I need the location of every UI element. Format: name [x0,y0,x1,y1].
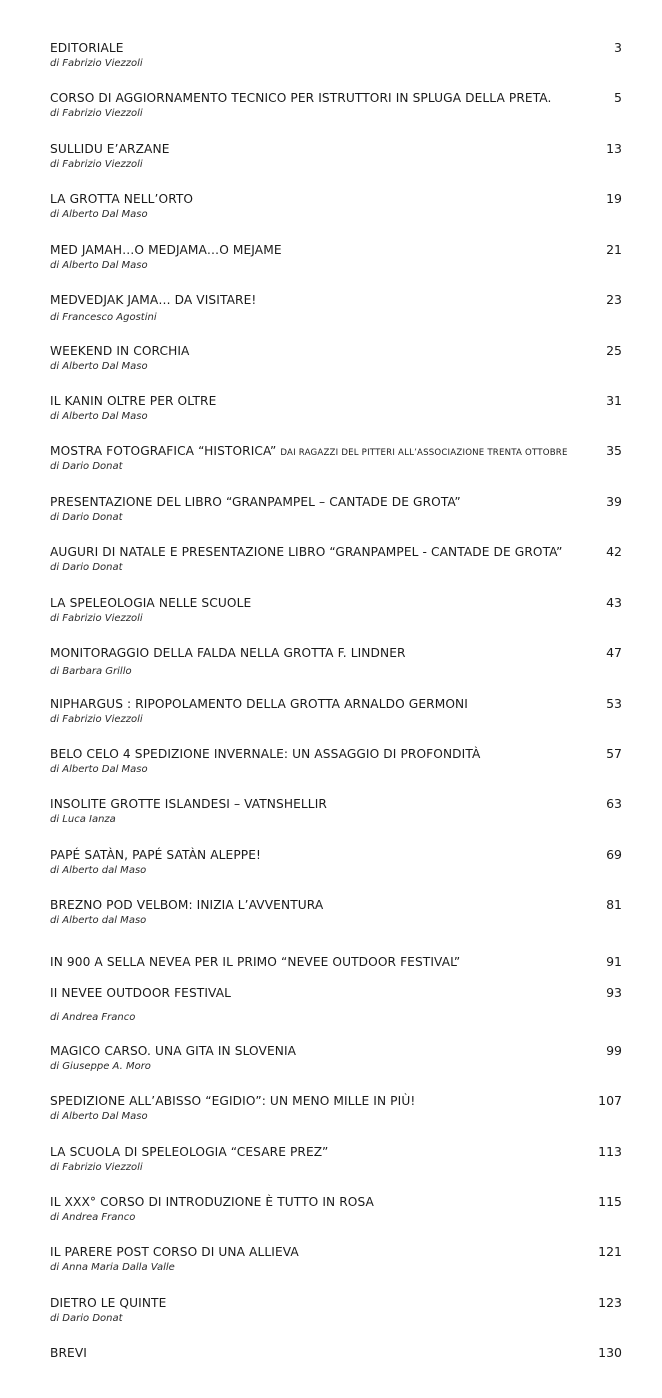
toc-entry [50,493,622,523]
entry-page-number: 99 [606,1043,622,1058]
entry-page-number: 57 [606,746,622,761]
entry-page-number: 130 [598,1345,622,1360]
entry-page-number: 43 [606,595,622,610]
entry-author: di Alberto dal Maso [50,865,147,876]
entry-title: DIETRO LE QUINTE [50,1296,167,1310]
entry-title: IL PARERE POST CORSO DI UNA ALLIEVA [50,1245,299,1259]
entry-title: LA SCUOLA DI SPELEOLOGIA “CESARE PREZ” [50,1145,329,1159]
entry-page-number: 63 [606,796,622,811]
toc-entry [50,1042,622,1072]
entry-title: PAPÉ SATÀN, PAPÉ SATÀN ALEPPE! [50,848,262,862]
entry-page-number: 115 [598,1194,622,1209]
entry-author: di Luca Ianza [50,814,116,825]
entry-title: CORSO DI AGGIORNAMENTO TECNICO PER ISTRUTTORI IN SPLUGA DELLA PRETA. [50,91,552,105]
toc-entry [50,594,622,624]
entry-page-number: 53 [606,696,622,711]
entry-title-main: MOSTRA FOTOGRAFICA “HISTORICA” [50,444,277,458]
toc-entry [50,984,622,1023]
entry-author: di Alberto dal Maso [50,915,147,926]
entry-title: BREVI [50,1346,87,1360]
toc-entry [50,1243,622,1273]
entry-page-number: 47 [606,645,622,660]
toc-entry [50,190,622,220]
entry-author: di Fabrizio Viezzoli [50,108,143,119]
entry-title: MAGICO CARSO. UNA GITA IN SLOVENIA [50,1044,297,1058]
toc-entry [50,241,622,271]
entry-page-number: 93 [606,985,622,1000]
entry-title: INSOLITE GROTTE ISLANDESI – VATNSHELLIR [50,797,327,811]
entry-page-number: 42 [606,544,622,559]
entry-author: di Dario Donat [50,461,123,472]
entry-author: di Giuseppe A. Moro [50,1061,151,1072]
entry-author: di Fabrizio Viezzoli [50,58,143,69]
toc-entry [50,695,622,725]
entry-title: MONITORAGGIO DELLA FALDA NELLA GROTTA F. LINDNER [50,646,406,660]
toc-entry [50,1092,622,1122]
toc-entry [50,1344,622,1362]
entry-title-subtitle: DAI RAGAZZI DEL PITTERI ALL’ASSOCIAZIONE TRENTA OTTOBRE [280,448,568,458]
entry-title: IN 900 A SELLA NEVEA PER IL PRIMO “NEVEE OUTDOOR FESTIVAL” [50,955,461,969]
entry-title: SPEDIZIONE ALL’ABISSO “EGIDIO”: UN MENO MILLE IN PIÙ! [50,1094,416,1108]
toc-entry [50,442,622,472]
entry-author: di Alberto Dal Maso [50,1111,148,1122]
entry-author: di Dario Donat [50,512,123,523]
entry-page-number: 25 [606,343,622,358]
entry-author: di Barbara Grillo [50,666,132,677]
entry-title: NIPHARGUS : RIPOPOLAMENTO DELLA GROTTA ARNALDO GERMONI [50,697,468,711]
entry-title: MEDVEDJAK JAMA… DA VISITARE! [50,293,257,307]
toc-entry [50,846,622,876]
entry-author: di Andrea Franco [50,1012,136,1023]
entry-author: di Alberto Dal Maso [50,764,148,775]
toc-entry [50,39,622,69]
entry-author: di Anna Maria Dalla Valle [50,1262,175,1273]
entry-author: di Francesco Agostini [50,312,157,323]
entry-page-number: 81 [606,897,622,912]
entry-title: IL XXX° CORSO DI INTRODUZIONE È TUTTO IN ROSA [50,1195,374,1209]
entry-author: di Alberto Dal Maso [50,361,148,372]
entry-title: LA GROTTA NELL’ORTO [50,192,194,206]
entry-page-number: 91 [606,954,622,969]
entry-page-number: 21 [606,242,622,257]
entry-author: di Fabrizio Viezzoli [50,613,143,624]
entry-page-number: 3 [614,40,622,55]
toc-entry [50,342,622,372]
toc-entry [50,795,622,825]
entry-page-number: 123 [598,1295,622,1310]
entry-title: LA SPELEOLOGIA NELLE SCUOLE [50,596,252,610]
toc-entry [50,1294,622,1324]
entry-page-number: 107 [598,1093,622,1108]
entry-page-number: 19 [606,191,622,206]
toc-entry [50,745,622,775]
toc-entry [50,953,622,971]
toc-entry [50,1143,622,1173]
entry-title: AUGURI DI NATALE E PRESENTAZIONE LIBRO “GRANPAMPEL - CANTADE DE GROTA” [50,545,563,559]
entry-author: di Fabrizio Viezzoli [50,714,143,725]
entry-author: di Alberto Dal Maso [50,260,148,271]
entry-author: di Alberto Dal Maso [50,411,148,422]
entry-author: di Dario Donat [50,562,123,573]
entry-page-number: 121 [598,1244,622,1259]
entry-page-number: 113 [598,1144,622,1159]
entry-page-number: 23 [606,292,622,307]
toc-entry [50,644,622,677]
entry-title: II NEVEE OUTDOOR FESTIVAL [50,986,232,1000]
entry-page-number: 69 [606,847,622,862]
entry-title: SULLIDU E’ARZANE [50,142,170,156]
entry-title: EDITORIALE [50,41,124,55]
entry-page-number: 5 [614,90,622,105]
entry-author: di Dario Donat [50,1313,123,1324]
entry-page-number: 39 [606,494,622,509]
toc-entry [50,392,622,422]
entry-author: di Andrea Franco [50,1212,136,1223]
entry-page-number: 13 [606,141,622,156]
entry-title: WEEKEND IN CORCHIA [50,344,190,358]
entry-author: di Alberto Dal Maso [50,209,148,220]
entry-author: di Fabrizio Viezzoli [50,1162,143,1173]
entry-title: BREZNO POD VELBOM: INIZIA L’AVVENTURA [50,898,324,912]
entry-title: MED JAMAH…O MEDJAMA…O MEJAME [50,243,282,257]
entry-title: IL KANIN OLTRE PER OLTRE [50,394,217,408]
toc-entry [50,140,622,170]
entry-author: di Fabrizio Viezzoli [50,159,143,170]
toc-entry [50,89,622,119]
entry-title: PRESENTAZIONE DEL LIBRO “GRANPAMPEL – CANTADE DE GROTA” [50,495,461,509]
entry-page-number: 35 [606,443,622,458]
toc-entry [50,1193,622,1223]
toc-entry [50,543,622,573]
entry-title [50,442,568,462]
toc-entry [50,896,622,926]
entry-title: BELO CELO 4 SPEDIZIONE INVERNALE: UN ASSAGGIO DI PROFONDITÀ [50,747,481,761]
entry-page-number: 31 [606,393,622,408]
toc-entry [50,291,622,323]
